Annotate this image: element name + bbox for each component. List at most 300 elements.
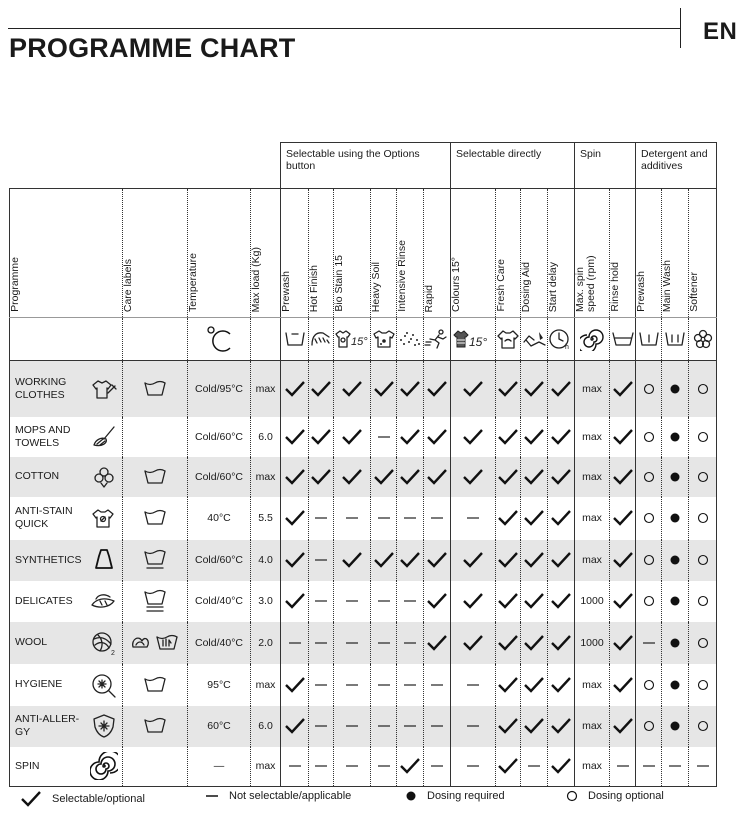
column-header-startdelay [548,189,575,318]
cell-det-mainwash [662,497,689,540]
cell-rinsehold [610,361,636,417]
cell-det-prewash [636,540,662,581]
check-icon [451,592,495,610]
column-label-heavysoil: Heavy Soil [370,261,382,312]
cell-temp [188,361,251,417]
dash-icon [334,680,370,690]
wool-icon [87,630,123,656]
cell-rinsehold [610,497,636,540]
cell-det-mainwash [662,664,689,706]
cell-startdelay [548,497,575,540]
open-circle-icon [689,554,716,566]
column-header-freshcare [496,189,521,318]
cell-heavysoil [371,417,397,457]
check-icon [521,634,547,652]
check-icon [496,676,520,694]
column-header-heavysoil [371,189,397,318]
cell-colours [451,664,496,706]
check-icon [610,676,635,694]
cell-care [123,664,188,706]
cell-temp-value: Cold/60°C [195,554,243,566]
check-icon [451,551,495,569]
cell-freshcare [496,581,521,622]
cell-prewash [281,622,309,664]
dash-icon [309,761,333,771]
temperature-icon [188,324,250,354]
cell-rinsehold [610,540,636,581]
cell-blank [87,497,123,540]
cell-temp [188,497,251,540]
check-icon [610,551,635,569]
cell-det-softener [689,540,717,581]
legend-dash [205,790,351,802]
check-icon [281,468,308,486]
open-circle-icon [636,595,661,607]
group-options: Selectable using the Options button [281,143,451,189]
cell-dosingaid [521,361,548,417]
dash-icon [451,680,495,690]
cell-biostain [334,540,371,581]
column-label-care: Care labels [122,258,134,312]
cell-temp [188,540,251,581]
check-icon [334,428,370,446]
check-icon [521,676,547,694]
check-icon [20,790,42,808]
column-label-rinsehold: Rinse hold [609,262,621,312]
check-icon [496,428,520,446]
dash-icon [334,596,370,606]
cell-det-prewash [636,497,662,540]
check-icon [281,592,308,610]
care-label-wash-tub-bar-icon [123,548,187,572]
dash-icon [636,638,661,648]
check-icon [521,717,547,735]
filled-dot-icon [662,471,688,483]
bio-stain-icon [334,329,370,349]
check-icon [496,634,520,652]
cell-startdelay [548,747,575,787]
check-icon [424,468,450,486]
filled-dot-icon [662,720,688,732]
column-header-det-softener [689,189,717,318]
column-header-det-prewash [636,189,662,318]
column-header-load [251,189,281,318]
cell-rapid [424,417,451,457]
check-icon [309,468,333,486]
cell-rapid [424,664,451,706]
cell-load-value: max [255,470,276,483]
check-icon [496,592,520,610]
cell-maxspin [575,622,610,664]
cell-colours [451,747,496,787]
dash-icon [424,680,450,690]
cell-intensive [397,622,424,664]
column-label-freshcare: Fresh Care [495,259,507,312]
cell-hotfinish [309,664,334,706]
programme-name: COTTON [10,457,87,497]
cell-dosingaid [521,457,548,497]
check-icon [521,551,547,569]
dash-icon [371,596,396,606]
column-label-colours: Colours 15° [450,257,462,312]
cell-det-mainwash [662,747,689,787]
column-header-care [123,189,188,318]
column-label-startdelay: Start delay [547,261,559,312]
cell-prewash [281,540,309,581]
cell-load-value: 2.0 [258,636,273,649]
check-icon [281,428,308,446]
open-circle-icon [689,720,716,732]
programme-name: WORKING CLOTHES [10,361,87,417]
cell-hotfinish [309,622,334,664]
cell-det-mainwash [662,417,689,457]
dash-icon [636,761,661,771]
dash-icon [309,680,333,690]
dash-icon [521,761,547,771]
filled-dot-icon [662,554,688,566]
spin-icon [87,752,123,780]
cell-temp-value: Cold/40°C [195,595,243,607]
cell-load [251,747,281,787]
header-icon-cell-colours [451,318,496,361]
cell-det-softener [689,497,717,540]
check-icon [521,468,547,486]
cell-temp-value: 40°C [207,512,231,524]
cell-rinsehold [610,622,636,664]
header-icon-cell-prewash [281,318,309,361]
check-icon [397,551,423,569]
header-icon-cell-det-prewash [636,318,662,361]
programme-name: MOPS AND TOWELS [10,417,87,457]
cell-prewash [281,361,309,417]
mops-towels-icon [87,425,123,449]
cell-heavysoil [371,664,397,706]
cell-det-prewash [636,361,662,417]
cell-blank [87,417,123,457]
hot-finish-icon [309,329,333,349]
cell-startdelay [548,664,575,706]
dash-icon [309,638,333,648]
anti-stain-icon [87,506,123,530]
check-icon [548,676,574,694]
programme-row [10,417,717,457]
cell-load [251,622,281,664]
check-icon [610,380,635,398]
header-icon-cell-det-softener [689,318,717,361]
cell-colours [451,361,496,417]
cell-maxspin [575,747,610,787]
open-circle-icon [636,512,661,524]
header-icon-cell-heavysoil [371,318,397,361]
dash-icon [309,596,333,606]
cell-startdelay [548,417,575,457]
cell-dosingaid [521,581,548,622]
cell-blank [87,706,123,747]
cell-maxspin [575,497,610,540]
cell-rapid [424,361,451,417]
cell-biostain [334,417,371,457]
check-icon [281,717,308,735]
care-label-wash-tub-double-bar-icon [123,588,187,614]
check-icon [309,380,333,398]
cell-load [251,361,281,417]
cell-maxspin [575,361,610,417]
cell-dosingaid [521,706,548,747]
cell-hotfinish [309,581,334,622]
cell-load-value: max [255,382,276,395]
cell-det-softener [689,622,717,664]
cell-det-prewash [636,581,662,622]
cell-intensive [397,457,424,497]
cell-startdelay [548,581,575,622]
cell-heavysoil [371,497,397,540]
cell-load-value: 6.0 [258,430,273,443]
dash-icon [281,761,308,771]
header-icon-cell-dosingaid [521,318,548,361]
cell-maxspin [575,540,610,581]
svg-text:2: 2 [111,649,116,656]
rapid-icon [424,329,450,349]
cell-maxspin [575,457,610,497]
cell-hotfinish [309,361,334,417]
cell-blank [87,622,123,664]
cell-maxspin [575,706,610,747]
page-title: PROGRAMME CHART [9,33,296,63]
prewash-tub-icon [281,330,308,348]
column-label-det-mainwash: Main Wash [661,259,673,312]
check-icon [548,757,574,775]
open-circle-icon [566,790,578,802]
cell-prewash [281,706,309,747]
dash-icon [371,638,396,648]
cell-maxspin-value: max [582,678,602,691]
column-label-det-softener: Softener [688,272,700,312]
legend-circle [566,790,664,802]
cell-temp [188,417,251,457]
cell-heavysoil [371,747,397,787]
check-icon [610,509,635,527]
dash-icon [397,513,423,523]
softener-icon [689,328,716,350]
dash-icon [424,513,450,523]
column-header-prewash [281,189,309,318]
programme-name: ANTI-ALLER-GY [10,706,87,747]
check-icon [371,468,396,486]
legend-dot-label: Dosing required [427,790,505,802]
dash-icon [309,721,333,731]
care-label-wool-mark-hand-wash-icon [123,633,187,653]
dash-icon [371,513,396,523]
cell-startdelay [548,622,575,664]
cell-rinsehold [610,417,636,457]
cell-det-mainwash [662,361,689,417]
check-icon [424,592,450,610]
cell-rinsehold [610,457,636,497]
cell-load [251,664,281,706]
cell-startdelay [548,540,575,581]
column-label-maxspin: Max. spin speed (rpm) [574,255,597,312]
cell-biostain [334,706,371,747]
detergent-prewash-icon [636,330,661,348]
cell-rapid [424,706,451,747]
cell-intensive [397,706,424,747]
dash-icon [334,513,370,523]
cell-dosingaid [521,540,548,581]
cell-prewash [281,664,309,706]
check-icon [496,468,520,486]
cell-freshcare [496,706,521,747]
check-icon [548,428,574,446]
cell-load [251,457,281,497]
language-code: EN [703,18,738,45]
dash-icon [397,680,423,690]
header-icon-cell-startdelay [548,318,575,361]
dash-icon [424,761,450,771]
cotton-icon [87,465,123,489]
dash-icon [371,432,396,442]
cell-rinsehold [610,664,636,706]
cell-maxspin-value: max [582,512,602,524]
dash-icon [451,721,495,731]
cell-intensive [397,497,424,540]
cell-freshcare [496,664,521,706]
cell-hotfinish [309,497,334,540]
open-circle-icon [636,383,661,395]
cell-temp-value: Cold/40°C [195,636,243,649]
dash-icon [451,513,495,523]
check-icon [397,468,423,486]
check-icon [281,551,308,569]
cell-biostain [334,664,371,706]
check-icon [397,757,423,775]
cell-hotfinish [309,540,334,581]
cell-maxspin-value: max [582,430,602,443]
colours-degree-label: 15° [469,335,488,349]
cell-rapid [424,497,451,540]
programme-row [10,581,717,622]
cell-startdelay [548,706,575,747]
cell-prewash [281,747,309,787]
filled-dot-icon [662,383,688,395]
legend-dot [405,790,505,802]
column-label-prewash: Prewash [280,271,292,312]
check-icon [496,509,520,527]
cell-det-softener [689,706,717,747]
cell-det-mainwash [662,581,689,622]
cell-det-softener [689,581,717,622]
start-delay-icon [548,327,574,351]
cell-heavysoil [371,581,397,622]
cell-blank [87,581,123,622]
cell-maxspin-value: 1000 [580,595,604,607]
check-icon [610,717,635,735]
cell-load-value: 3.0 [258,595,273,607]
column-header-intensive [397,189,424,318]
cell-blank [87,540,123,581]
cell-startdelay [548,361,575,417]
dash-icon [371,680,396,690]
group-detergent: Detergent and additives [636,143,717,189]
cell-dosingaid [521,497,548,540]
filled-dot-icon [662,595,688,607]
check-icon [451,428,495,446]
cell-care [123,457,188,497]
cell-hotfinish [309,457,334,497]
check-icon [397,380,423,398]
column-label-det-prewash: Prewash [635,271,647,312]
dash-icon [334,761,370,771]
column-label-programme: Programme [9,257,21,312]
check-icon [548,634,574,652]
programme-name: ANTI-STAIN QUICK [10,497,87,540]
check-icon [451,634,495,652]
group-direct: Selectable directly [451,143,575,189]
cell-rapid [424,540,451,581]
check-icon [521,380,547,398]
column-header-colours [451,189,496,318]
rinse-hold-icon [610,330,635,348]
cell-temp [188,457,251,497]
cell-temp-value: 95°C [207,678,231,691]
legend-dash-label: Not selectable/applicable [229,790,352,802]
cell-freshcare [496,497,521,540]
column-header-rapid [424,189,451,318]
cell-colours [451,706,496,747]
programme-row [10,706,717,747]
check-icon [334,468,370,486]
care-label-wash-tub-icon [123,508,187,528]
cell-heavysoil [371,706,397,747]
cell-temp [188,706,251,747]
programme-name: SYNTHETICS [10,540,87,581]
header-icon-cell-det-mainwash [662,318,689,361]
check-icon [610,468,635,486]
check-icon [281,380,308,398]
cell-load-value: 4.0 [258,554,273,566]
anti-allergy-icon [87,713,123,739]
filled-dot-icon [662,512,688,524]
cell-det-mainwash [662,457,689,497]
cell-load [251,706,281,747]
check-icon [610,634,635,652]
header-icon-cell-rinsehold [610,318,636,361]
cell-intensive [397,361,424,417]
cell-colours [451,457,496,497]
header-icon-cell-programme [10,318,87,361]
dash-icon [397,638,423,648]
open-circle-icon [636,471,661,483]
dash-icon [689,761,716,771]
check-icon [309,428,333,446]
fresh-care-icon [496,328,520,350]
cell-dosingaid [521,747,548,787]
cell-biostain [334,622,371,664]
column-header-hotfinish [309,189,334,318]
cell-dosingaid [521,664,548,706]
cell-dosingaid [521,622,548,664]
programme-name: SPIN [10,747,87,787]
programme-name: WOOL [10,622,87,664]
cell-det-prewash [636,706,662,747]
dash-icon [334,638,370,648]
cell-det-prewash [636,457,662,497]
cell-det-softener [689,417,717,457]
check-icon [610,592,635,610]
check-icon [496,717,520,735]
cell-intensive [397,664,424,706]
check-icon [548,380,574,398]
dash-icon [309,513,333,523]
